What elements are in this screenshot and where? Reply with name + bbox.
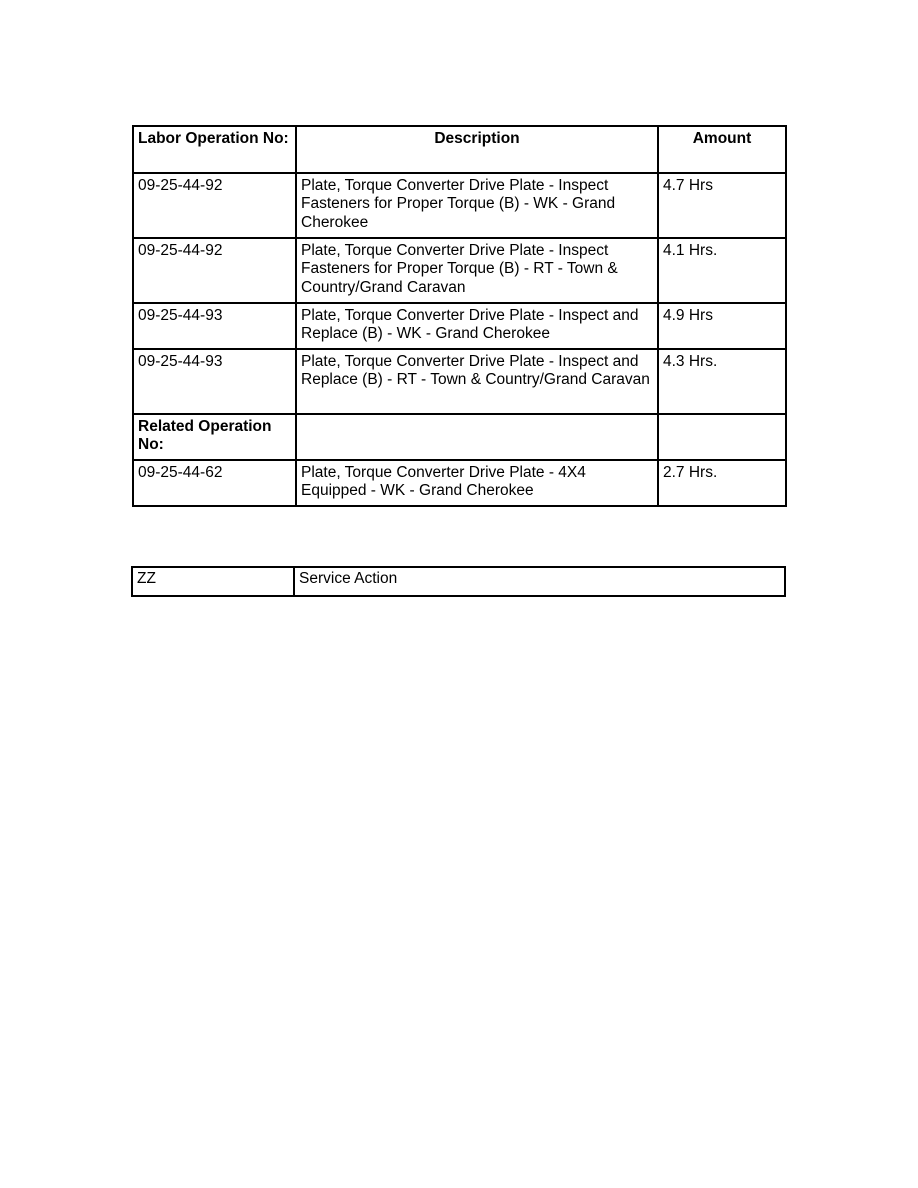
operation-number: 09-25-44-92 bbox=[133, 238, 296, 303]
operation-amount: 2.7 Hrs. bbox=[658, 460, 786, 506]
condition-code-table bbox=[131, 566, 786, 597]
header-amount: Amount bbox=[658, 126, 786, 173]
operation-description: Plate, Torque Converter Drive Plate - Inspect Fasteners for Proper Torque (B) - WK - Grand Cherokee bbox=[296, 173, 658, 238]
condition-code: ZZ bbox=[132, 567, 294, 596]
operation-number: 09-25-44-93 bbox=[133, 303, 296, 349]
operation-number: 09-25-44-62 bbox=[133, 460, 296, 506]
header-description: Description bbox=[296, 126, 658, 173]
operation-description: Plate, Torque Converter Drive Plate - Inspect Fasteners for Proper Torque (B) - RT - Town & Country/Grand Caravan bbox=[296, 238, 658, 303]
operation-amount: 4.1 Hrs. bbox=[658, 238, 786, 303]
header-related-operation: Related Operation No: bbox=[133, 414, 296, 460]
operation-description: Plate, Torque Converter Drive Plate - Inspect and Replace (B) - RT - Town & Country/Grand Caravan bbox=[296, 349, 658, 414]
header-labor-operation: Labor Operation No: bbox=[133, 126, 296, 173]
table-row bbox=[133, 303, 786, 349]
condition-code-label: Service Action bbox=[294, 567, 785, 596]
operation-description: Plate, Torque Converter Drive Plate - Inspect and Replace (B) - WK - Grand Cherokee bbox=[296, 303, 658, 349]
table-row bbox=[133, 238, 786, 303]
related-header-row bbox=[133, 414, 786, 460]
empty-cell bbox=[658, 414, 786, 460]
table-header-row bbox=[133, 126, 786, 173]
table-row bbox=[133, 349, 786, 414]
operation-amount: 4.3 Hrs. bbox=[658, 349, 786, 414]
labor-operations-table bbox=[132, 125, 787, 507]
operation-number: 09-25-44-92 bbox=[133, 173, 296, 238]
operation-description: Plate, Torque Converter Drive Plate - 4X4 Equipped - WK - Grand Cherokee bbox=[296, 460, 658, 506]
empty-cell bbox=[296, 414, 658, 460]
table-row bbox=[133, 460, 786, 506]
operation-amount: 4.9 Hrs bbox=[658, 303, 786, 349]
table-row bbox=[133, 173, 786, 238]
operation-amount: 4.7 Hrs bbox=[658, 173, 786, 238]
table-row bbox=[132, 567, 785, 596]
operation-number: 09-25-44-93 bbox=[133, 349, 296, 414]
